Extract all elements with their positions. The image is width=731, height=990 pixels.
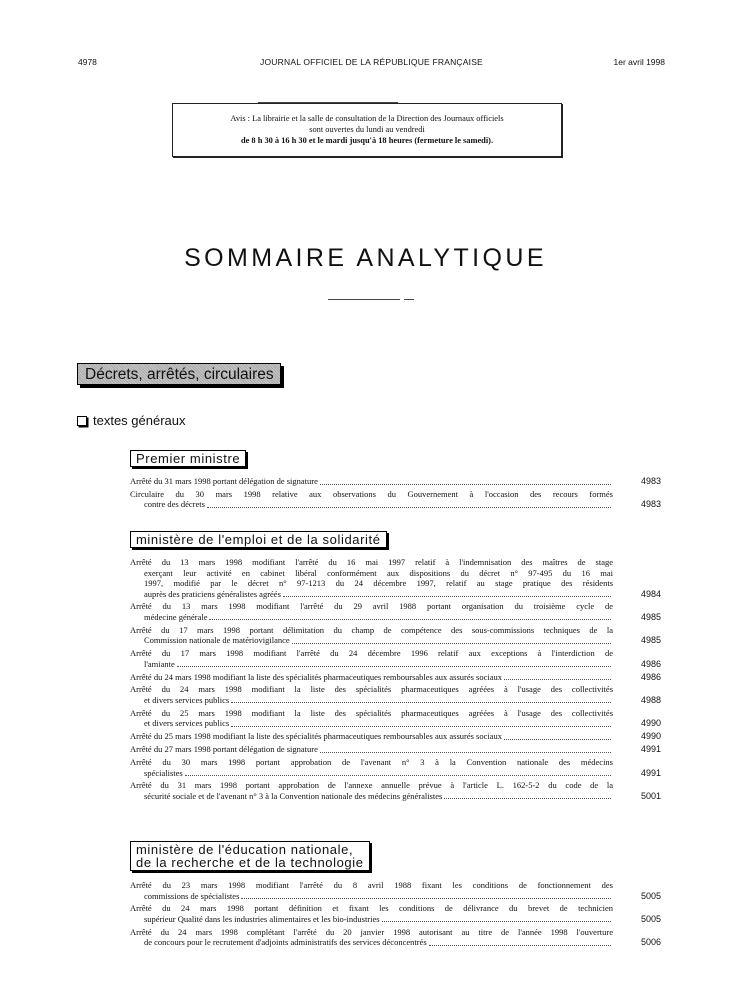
entry-text-line: Arrêté du 17 mars 1998 modifiant l'arrêté du 24 décembre 1996 relatif aux exceptions à l'interdiction de <box>130 648 613 659</box>
toc-entry <box>130 672 661 683</box>
entry-text-line: auprès des praticiens généralistes agréés <box>130 589 613 600</box>
leader-dots <box>241 898 611 899</box>
entry-page-number: 4991 <box>640 744 661 755</box>
entry-page-number: 4985 <box>640 635 661 646</box>
entry-text-line: et divers services publics <box>130 695 613 706</box>
toc-entry <box>130 625 661 646</box>
entry-text-line: de concours pour le recrutement d'adjoints administratifs des services déconcentrés <box>130 937 613 948</box>
entry-page-number: 4986 <box>640 658 661 669</box>
notice-rule <box>258 102 398 103</box>
toc-entry <box>130 731 661 742</box>
entry-text-line: médecine générale <box>130 612 613 623</box>
leader-dots <box>504 679 611 680</box>
toc-entry <box>130 489 661 510</box>
section-heading-line-1: ministère de l'éducation nationale, <box>136 842 354 857</box>
leader-dots <box>231 726 611 727</box>
toc-entry <box>130 708 661 729</box>
page-number: 4978 <box>78 57 97 67</box>
entry-text-line: Arrêté du 24 mars 1998 modifiant la liste des spécialités pharmaceutiques remboursables aux assurés sociaux <box>130 672 613 683</box>
section-heading: ministère de l'emploi et de la solidarité <box>130 531 387 548</box>
entry-text-line: Arrêté du 31 mars 1998 portant approbation de l'annexe annuelle prévue à l'article L. 162-5-2 du code de la <box>130 780 613 791</box>
entry-text-line: Arrêté du 23 mars 1998 modifiant l'arrêté du 8 avril 1988 fixant les conditions de fonctionnement des <box>130 880 613 890</box>
entry-page-number: 4986 <box>640 671 661 682</box>
issue-date: 1er avril 1998 <box>613 57 665 67</box>
entry-list <box>130 476 661 510</box>
toc-entry <box>130 903 661 924</box>
toc-entry <box>130 684 661 705</box>
leader-dots <box>209 619 611 620</box>
entry-text-line: Arrêté du 31 mars 1998 portant délégation de signature <box>130 476 613 487</box>
leader-dots <box>177 666 611 667</box>
entry-text-line: sécurité sociale et de l'avenant n° 3 à la Convention nationale des médecins généralistes <box>130 791 613 802</box>
toc-entry <box>130 880 661 901</box>
entry-text-line: spécialistes <box>130 768 613 779</box>
entry-text-line: l'amiante <box>130 659 613 670</box>
entry-text-line: Arrêté du 13 mars 1998 modifiant l'arrêté du 16 mai 1997 relatif à l'indemnisation des maîtres de stage <box>130 557 613 567</box>
entry-text-line: commissions de spécialistes <box>130 891 613 902</box>
entry-page-number: 4985 <box>640 611 661 622</box>
toc-entry <box>130 927 661 948</box>
notice-line-3: de 8 h 30 à 16 h 30 et le mardi jusqu'à 18 heures (fermeture le samedi). <box>240 136 494 145</box>
toc-entry <box>130 744 661 755</box>
section-education-nationale <box>130 841 661 950</box>
entry-text-line: Circulaire du 30 mars 1998 relative aux observations du Gouvernement à l'occasion des recours formés <box>130 488 613 499</box>
entry-page-number: 5005 <box>640 913 661 924</box>
entry-page-number: 4983 <box>640 476 661 486</box>
category-banner: Décrets, arrêtés, circulaires <box>77 363 281 385</box>
entry-text-line: Arrêté du 17 mars 1998 portant délimitation du champ de compétence des sous-commissions techniques de la <box>130 624 613 635</box>
entry-text-line: 1997, modifié par le décret n° 97-1213 du 24 décembre 1997, relatif au stage pratique des résidents <box>144 578 613 588</box>
entry-text-line: supérieur Qualité dans les industries alimentaires et les bio-industries <box>130 914 613 925</box>
leader-dots <box>231 702 611 703</box>
leader-dots <box>382 921 611 922</box>
entry-page-number: 5001 <box>640 790 661 801</box>
toc-entry <box>130 476 661 487</box>
entry-page-number: 4984 <box>640 588 661 599</box>
leader-dots <box>429 945 611 946</box>
entry-text-line: Arrêté du 25 mars 1998 modifiant la liste des spécialités pharmaceutiques agréées à l'usage des collectivités <box>130 707 613 718</box>
toc-entry <box>130 601 661 622</box>
toc-entry <box>130 648 661 669</box>
entry-text-line: Arrêté du 24 mars 1998 portant définition et fixant les conditions de délivrance du brevet de technicien <box>130 903 613 914</box>
entry-text-line: Arrêté du 27 mars 1998 portant délégation de signature <box>130 744 613 755</box>
journal-title: JOURNAL OFFICIEL DE LA RÉPUBLIQUE FRANÇAISE <box>260 57 483 67</box>
entry-page-number: 5006 <box>640 937 661 948</box>
leader-dots <box>320 752 611 753</box>
entry-text-line: et divers services publics <box>130 718 613 729</box>
entry-text-line: contre des décrets <box>130 499 613 510</box>
section-emploi-solidarite <box>130 531 661 804</box>
entry-text-line: Arrêté du 25 mars 1998 modifiant la liste des spécialités pharmaceutiques remboursables aux assurés sociaux <box>130 731 613 742</box>
entry-list <box>130 557 661 801</box>
checkbox-square-icon <box>77 416 87 426</box>
leader-dots <box>320 484 611 485</box>
toc-entry <box>130 780 661 801</box>
entry-page-number: 4991 <box>640 767 661 778</box>
subheading <box>77 413 186 428</box>
entry-text-line: Commission nationale de matériovigilance <box>130 635 613 646</box>
entry-text-line: exerçant leur activité en cabinet libéral conformément aux dispositions du décret n° 97-495 du 16 mai <box>144 567 613 578</box>
page-header <box>78 57 665 71</box>
entry-text-line: Arrêté du 24 mars 1998 complétant l'arrêté du 20 janvier 1998 autorisant au titre de l'année 1998 l'ouverture <box>130 926 613 937</box>
leader-dots <box>292 643 611 644</box>
toc-entry <box>130 757 661 778</box>
entry-page-number: 4990 <box>640 718 661 729</box>
leader-dots <box>444 798 611 799</box>
toc-entry <box>130 557 661 599</box>
entry-text-line: Arrêté du 24 mars 1998 modifiant la liste des spécialités pharmaceutiques agréées à l'usage des collectivités <box>130 684 613 695</box>
entry-page-number: 4988 <box>640 694 661 705</box>
title-divider-short <box>404 299 414 300</box>
entry-page-number: 5005 <box>640 890 661 901</box>
entry-text-line: Arrêté du 13 mars 1998 modifiant l'arrêté du 29 avril 1988 portant organisation du troisième cycle de <box>130 601 613 612</box>
notice-line-2: sont ouvertes du lundi au vendredi <box>309 125 425 134</box>
title-divider <box>328 299 400 300</box>
leader-dots <box>283 596 611 597</box>
entry-page-number: 4983 <box>640 499 661 510</box>
opening-hours-notice <box>172 103 562 157</box>
notice-line-1: Avis : La librairie et la salle de consultation de la Direction des Journaux officiels <box>230 114 504 123</box>
leader-dots <box>185 775 611 776</box>
section-premier-ministre <box>130 450 661 512</box>
section-heading <box>130 841 370 871</box>
leader-dots <box>207 507 611 508</box>
section-heading-line-2: de la recherche et de la technologie <box>136 855 364 870</box>
entry-text-line: Arrêté du 30 mars 1998 portant approbation de l'avenant n° 3 à la Convention nationale des médecins <box>130 757 613 768</box>
section-heading: Premier ministre <box>130 450 246 467</box>
subheading-label: textes généraux <box>93 413 186 428</box>
entry-page-number: 4990 <box>640 731 661 742</box>
page-title: SOMMAIRE ANALYTIQUE <box>184 244 547 272</box>
leader-dots <box>504 739 611 740</box>
entry-list <box>130 880 661 948</box>
